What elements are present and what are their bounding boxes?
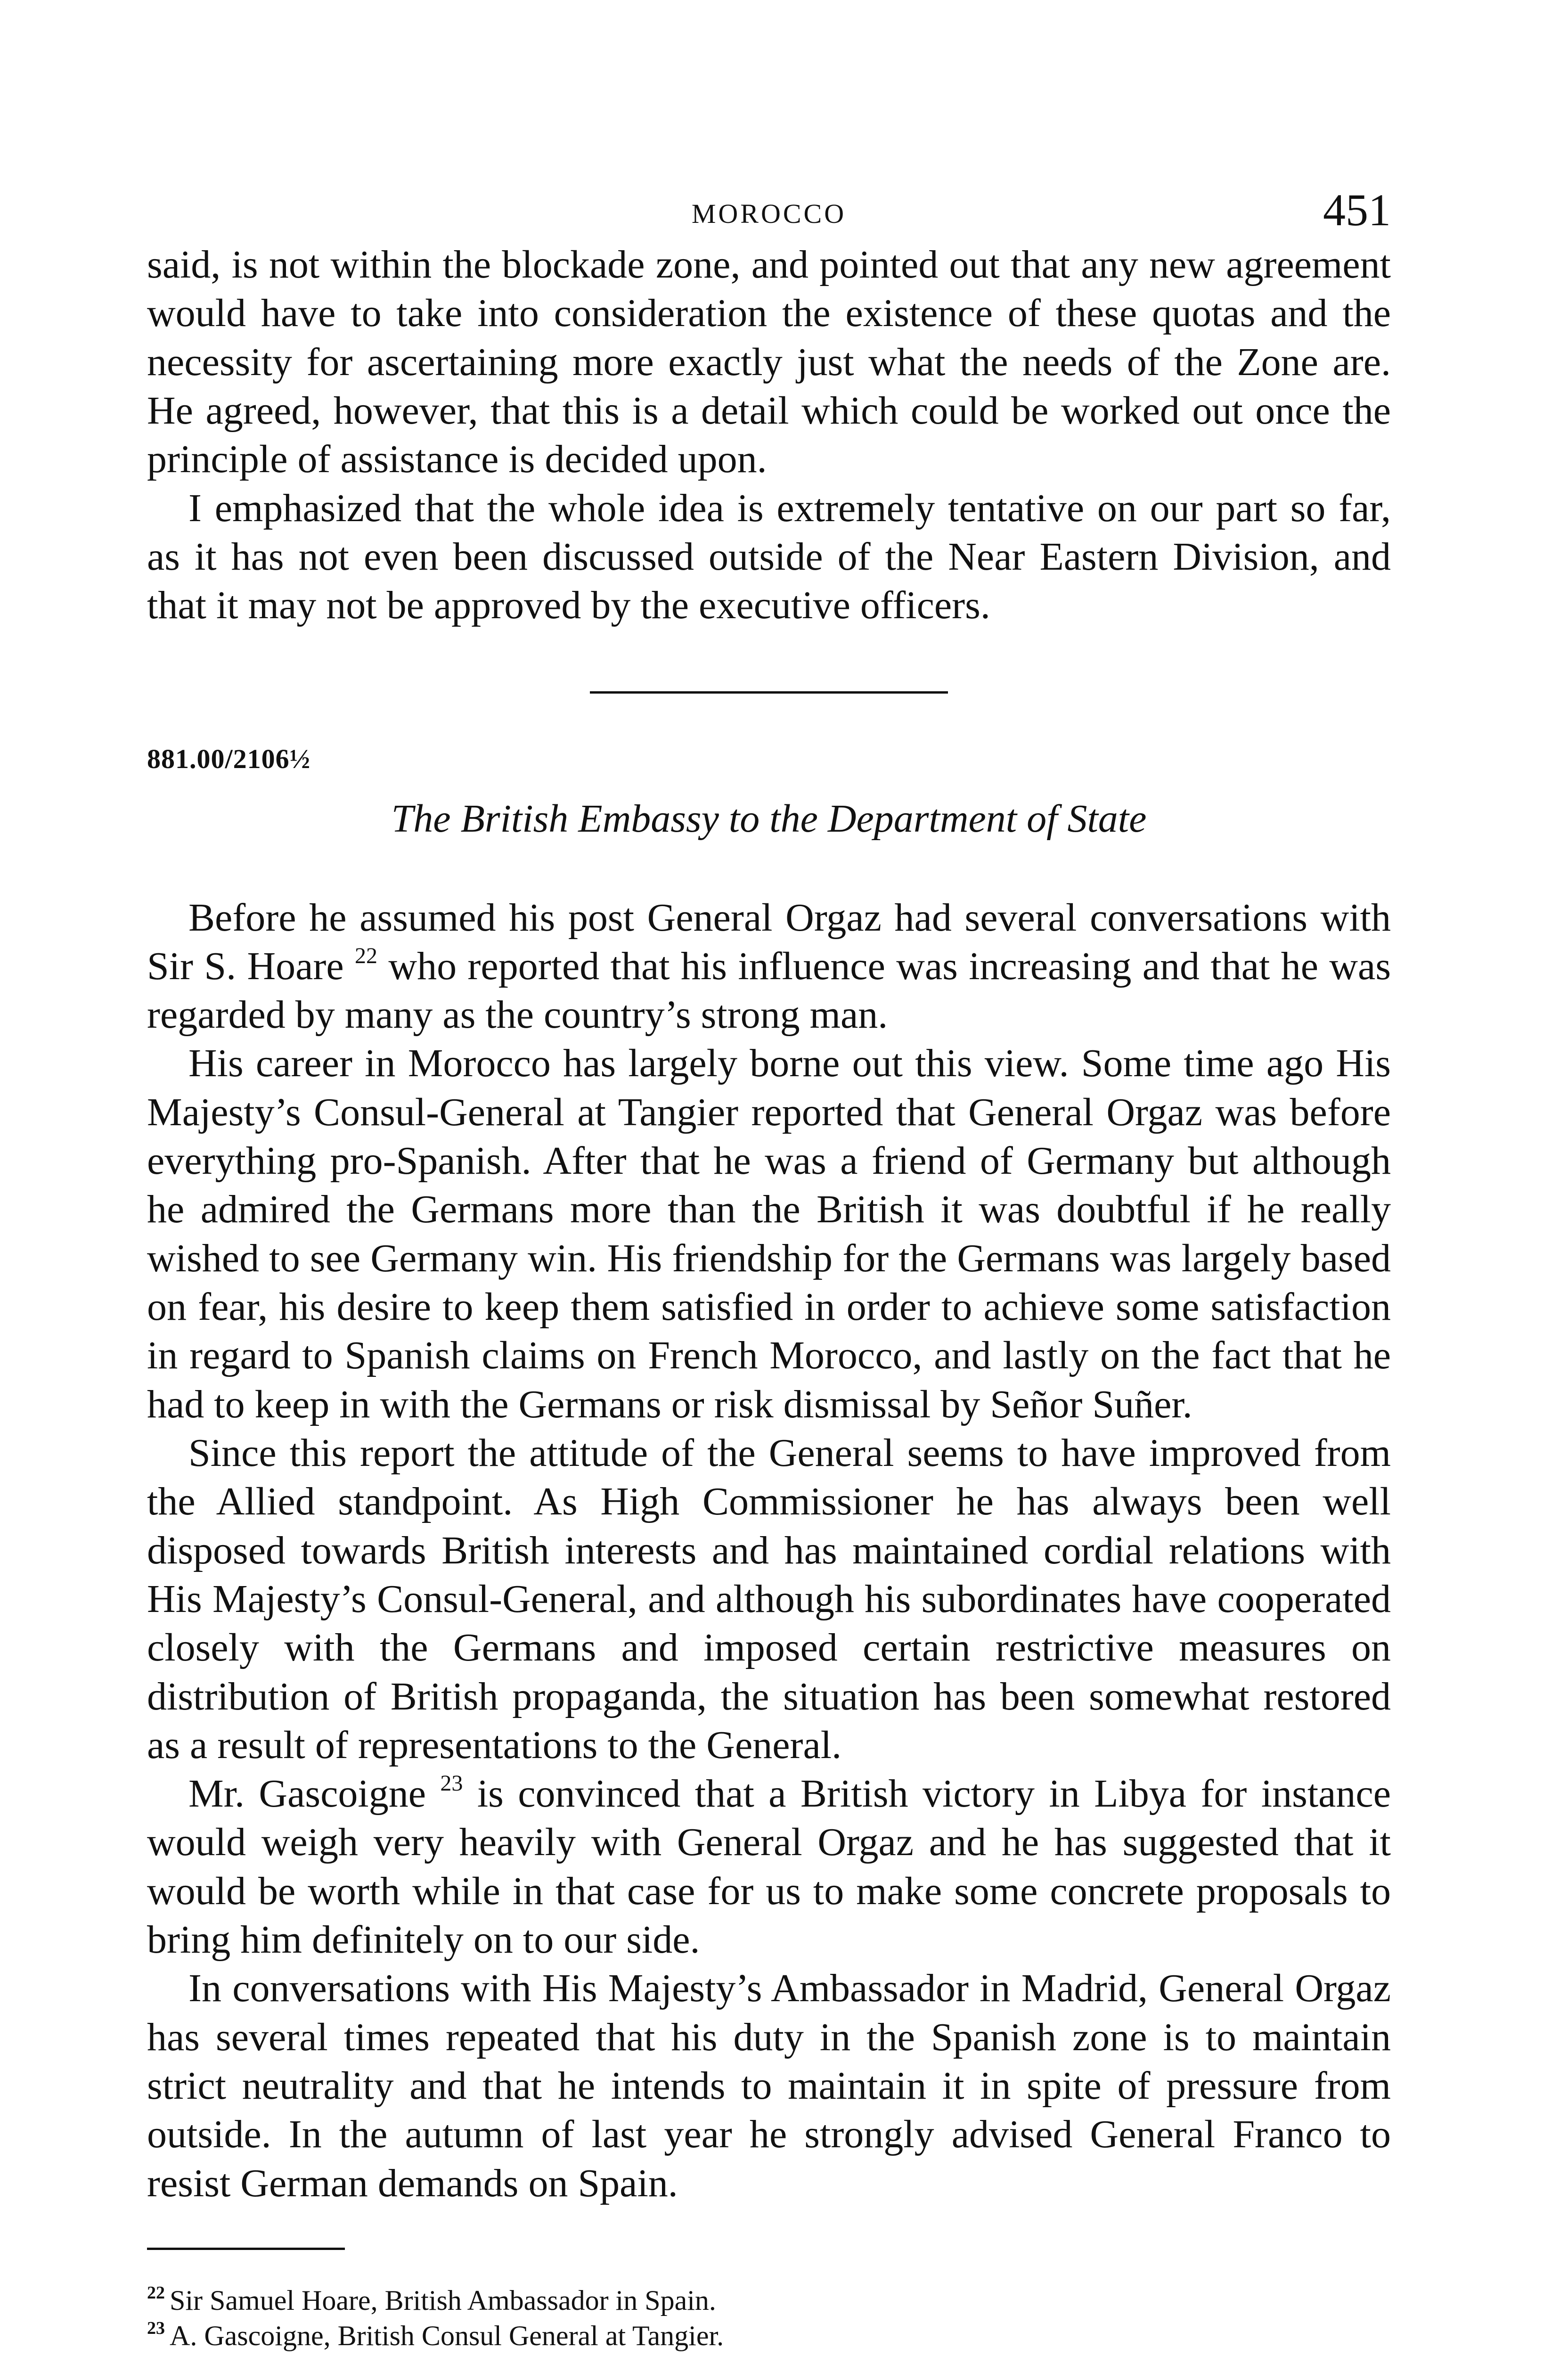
paragraph-emphasized: I emphasized that the whole idea is extremely tentative on our part so far, as it has not even been discussed outside of the Near Eastern Division, and that it may not be approved by the executive officers. xyxy=(147,486,1391,628)
paragraph-career: His career in Morocco has largely borne out this view. Some time ago His Majesty’s Consul-General at Tangier reported that General Orgaz was before everything pro-Spanish. After that he was a friend of Germany but although he admired the Germans more than the British it was doubtful if he really wished to see Germany win. His friendship for the Germans was largely based on fear, his desire to keep them satisfied in order to achieve some satisfaction in regard to Spanish claims on French Morocco, and lastly on the fact that he had to keep in with the Germans or risk dismissal by Señor Suñer. xyxy=(147,1041,1391,1426)
paragraph-neutrality: In conversations with His Majesty’s Ambassador in Madrid, General Orgaz has several times repeated that his duty in the Spanish zone is to maintain strict neutrality and that he intends to maintain it in spite of pressure from outside. In the autumn of last year he strongly advised General Franco to resist German demands on Spain. xyxy=(147,1966,1391,2205)
page-number: 451 xyxy=(1323,185,1391,235)
footnote-text: Sir Samuel Hoare, British Ambassador in Spain. xyxy=(170,2284,716,2316)
file-number: 881.00/2106½ xyxy=(147,743,311,774)
footnote-text: A. Gascoigne, British Consul General at Tangier. xyxy=(170,2320,724,2351)
footnote-reference: 23 xyxy=(440,1771,463,1796)
paragraph-orgaz-conversations xyxy=(147,893,1391,1039)
paragraph-text: who reported that his influence was increasing and that he was regarded by many as the country’s strong man. xyxy=(147,944,1391,1037)
paragraph-attitude: Since this report the attitude of the General seems to have improved from the Allied standpoint. As High Commissioner he has always been well disposed towards British interests and has maintained cordial relations with His Majesty’s Consul-General, and although his subordinates have cooperated closely with the Germans and imposed certain restrictive measures on distribution of British propaganda, the situation has been somewhat restored as a result of representations to the General. xyxy=(147,1431,1391,1767)
paragraph-text: is convinced that a British victory in Libya for instance would weigh very heavily with General Orgaz and he has suggested that it would be worth while in that case for us to make some concrete proposals to bring him definitely on to our side. xyxy=(147,1772,1391,1962)
paragraph-text: Before he assumed his post General Orgaz had several conversations with Sir S. Hoare xyxy=(147,895,1391,988)
footnote-mark: 22 xyxy=(147,2282,165,2303)
footnote xyxy=(147,2283,1391,2318)
running-title: MOROCCO xyxy=(691,198,847,229)
footnote-divider xyxy=(147,2248,345,2250)
footnote xyxy=(147,2318,1391,2354)
paragraph-continued: said, is not within the blockade zone, and pointed out that any new agreement would have to take into consideration the existence of these quotas and the necessity for ascertaining more exactly just what the needs of the Zone are. He agreed, however, that this is a detail which could be worked out once the principle of assistance is decided upon. xyxy=(147,243,1391,482)
running-head xyxy=(147,179,1391,240)
footnote-mark: 23 xyxy=(147,2318,165,2338)
document-page xyxy=(147,179,1391,2354)
paragraph-gascoigne xyxy=(147,1769,1391,1964)
footnote-reference: 22 xyxy=(355,943,378,968)
section-divider xyxy=(590,691,948,694)
document-heading: The British Embassy to the Department of State xyxy=(391,796,1147,841)
paragraph-text: Mr. Gascoigne xyxy=(188,1772,426,1816)
